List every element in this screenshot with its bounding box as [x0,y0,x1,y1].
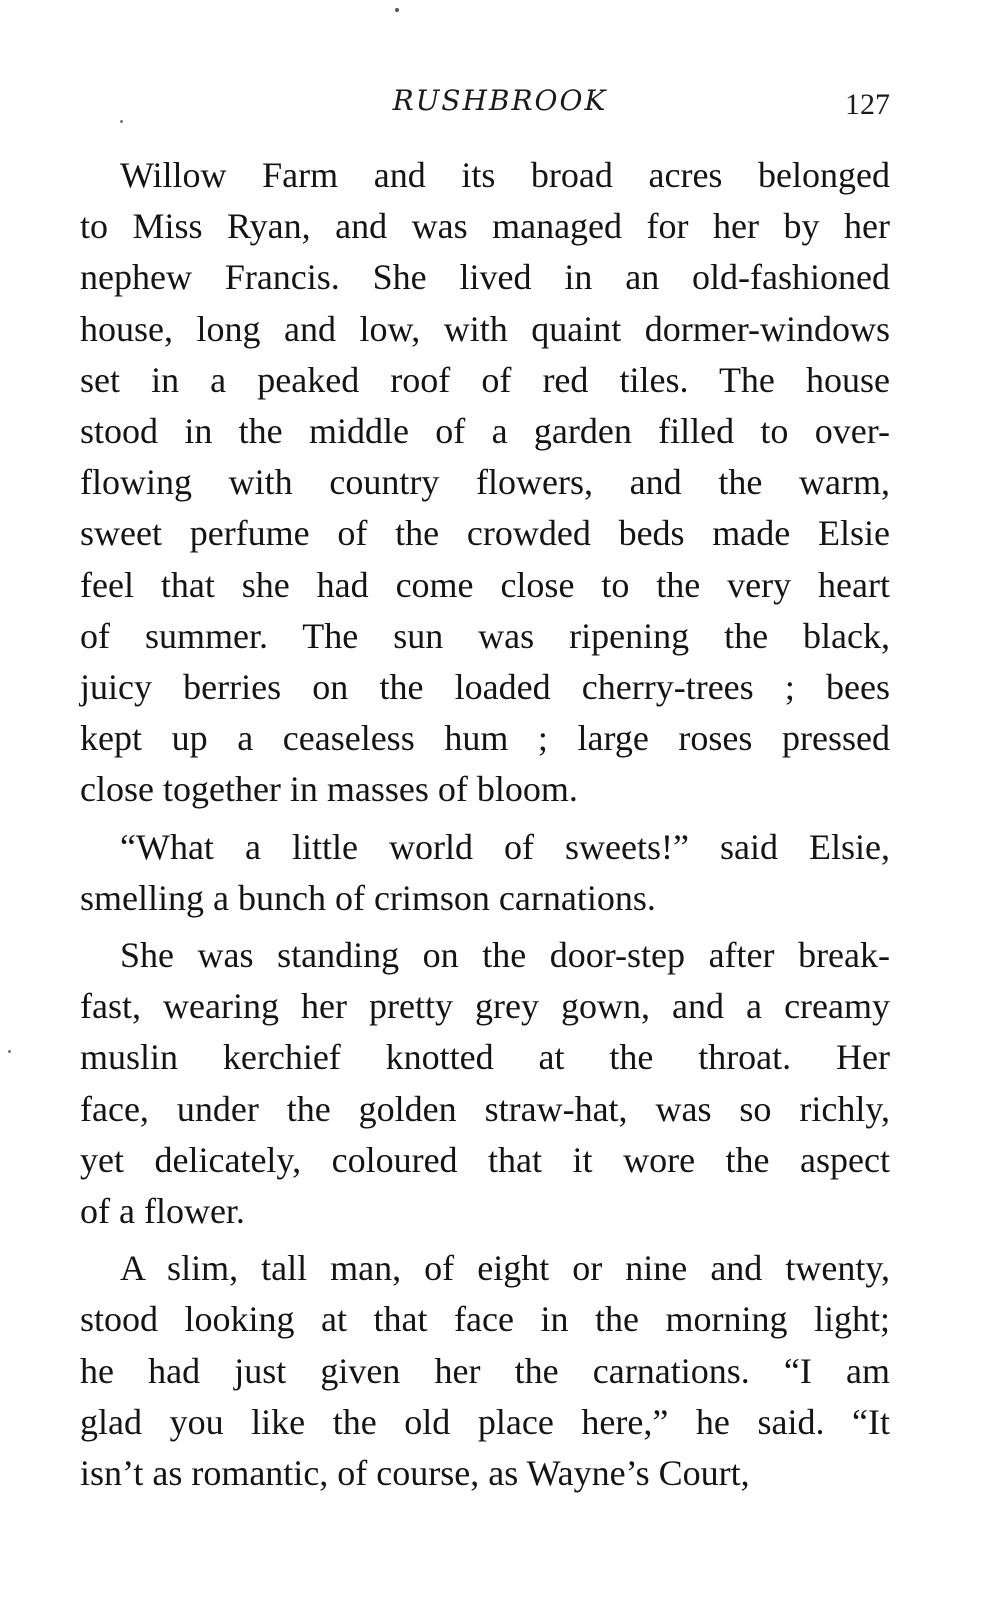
print-speck [395,8,399,12]
text-line: flowing with country flowers, and the warm, [80,462,890,503]
text-line: muslin kerchief knotted at the throat. Her [80,1037,890,1078]
page-number: 127 [845,88,890,121]
paragraph [80,1243,890,1499]
text-line: of summer. The sun was ripening the black, [80,615,890,656]
text-line: face, under the golden straw-hat, was so richly, [80,1088,890,1129]
text-line: close together in masses of bloom. [80,769,578,810]
text-line: he had just given her the carnations. “I am [80,1350,890,1391]
text-line: smelling a bunch of crimson carnations. [80,877,656,918]
text-line: set in a peaked roof of red tiles. The house [80,359,890,400]
paragraph [80,930,890,1237]
text-line: to Miss Ryan, and was managed for her by her [80,206,890,247]
print-speck [120,120,123,123]
body-text [80,150,890,1505]
text-line: kept up a ceaseless hum ; large roses pressed [80,718,890,759]
text-line: house, long and low, with quaint dormer-windows [80,308,890,349]
text-line: nephew Francis. She lived in an old-fashioned [80,257,890,298]
paragraph [80,150,890,816]
text-line: Willow Farm and its broad acres belonged [120,155,890,195]
text-line: stood in the middle of a garden filled to over- [80,411,890,452]
text-line: glad you like the old place here,” he said. “It [80,1401,890,1442]
text-line: yet delicately, coloured that it wore the aspect [80,1139,890,1180]
text-line: feel that she had come close to the very heart [80,564,890,605]
text-line: She was standing on the door-step after break- [120,935,890,976]
text-line: isn’t as romantic, of course, as Wayne’s Court, [80,1453,750,1494]
text-line: of a flower. [80,1191,245,1232]
text-line: fast, wearing her pretty grey gown, and a creamy [80,986,890,1027]
paragraph [80,822,890,924]
text-line: juicy berries on the loaded cherry-trees ; bees [80,667,890,708]
text-line: sweet perfume of the crowded beds made Elsie [80,513,890,554]
running-title: RUSHBROOK [392,84,608,117]
text-line: stood looking at that face in the morning light; [80,1299,890,1340]
text-line: A slim, tall man, of eight or nine and twenty, [120,1248,890,1289]
print-speck [8,1050,11,1053]
text-line: “What a little world of sweets!” said Elsie, [120,826,890,867]
